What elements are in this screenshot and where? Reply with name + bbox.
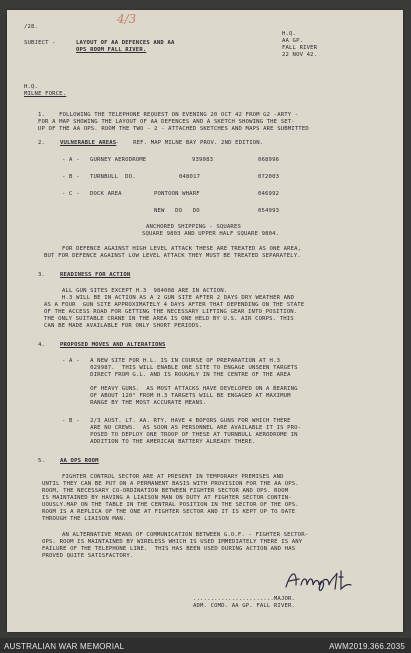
- area-name: GURNEY AERODROME: [90, 157, 147, 163]
- para5b-line: FAILURE OF THE TELEPHONE LINE. THIS HAS BEEN USED DURING ACTION AND HAS: [42, 546, 296, 552]
- para2-reference: - REF. MAP MILNE BAY PROV. 2ND EDITION.: [112, 140, 264, 146]
- para3-line: THE ONLY SUITABLE CRANE IN THE AREA IS ONE HELD BY U.S. AIR CORPS. THIS: [44, 316, 294, 322]
- para5-line: IS MAINTAINED BY HAVING A LIAISON MAN ON DUTY AT FIGHTER SECTOR CONTIN-: [42, 495, 292, 501]
- para2-line: BUT FOR DEFENCE AGAINST LOW LEVEL ATTACK THEY MUST BE TREATED SEPARATELY.: [44, 253, 301, 259]
- area-ref: 068996: [258, 157, 280, 163]
- para3-line: H.3 WILL BE IN ACTION AS A 2 GUN SITE AFTER 2 DAYS DRY WEATHER AND: [62, 295, 295, 301]
- ref-line: AA GP.: [282, 38, 304, 44]
- area-ref: 048017: [179, 174, 201, 180]
- area-ref: 046992: [258, 191, 280, 197]
- area-name: TURNBULL DO.: [90, 174, 136, 180]
- para4a-line: OF HEAVY GUNS. AS MOST ATTACKS HAVE DEVELOPED ON A BEARING: [62, 386, 298, 392]
- para1-line: FOR A MAP SHOWING THE LAYOUT OF AA DEFENCES AND A SKETCH SHOWING THE SET-: [38, 119, 295, 125]
- para4-number: 4.: [38, 342, 46, 348]
- area-ref: 939083: [192, 157, 214, 163]
- para5b-line: PROVED QUITE SATISFACTORY.: [42, 553, 134, 559]
- para4a-line: 029987. THIS WILL ENABLE ONE SITE TO ENGAGE UNSEEN TARGETS: [62, 365, 298, 371]
- para4b-line: ADDITION TO THE AMERICAN BATTERY ALREADY THERE.: [62, 439, 256, 445]
- red-pencil-mark: 4/3: [117, 12, 137, 26]
- para5-line: UNTIL THEY CAN BE PUT ON A PERMANENT BASIS WITH PROVISION FOR THE AA OPS.: [42, 481, 299, 487]
- para2-heading: VULNERABLE AREAS: [60, 140, 117, 146]
- area-ref: 072003: [258, 174, 280, 180]
- areas-note: SQUARE 9803 AND UPPER HALF SQUARE 9804.: [142, 231, 280, 237]
- signature-line: .......................MAJOR.: [193, 596, 296, 602]
- para4a-line: RANGE BY THE MOST ACCURATE MEANS.: [62, 400, 207, 406]
- footer-institution: AUSTRALIAN WAR MEMORIAL: [4, 642, 125, 651]
- subject-line: OPS ROOM FALL RIVER.: [76, 47, 147, 53]
- area-name: DOCK AREA: [90, 191, 122, 197]
- para5-line: UOUSLY.MAP ON THE TABLE IN THE CENTRAL POSITION IN THE SECTOR OF THE OPS.: [42, 502, 299, 508]
- corner-mark: /28.: [24, 24, 39, 30]
- para3-heading: READINESS FOR ACTION: [60, 272, 131, 278]
- para5-line: ROOM IS A REPLICA OF THE ONE AT FIGHTER SECTOR AND IT IS KEPT UP TO DATE: [42, 509, 296, 515]
- subject-line: LAYOUT OF AA DEFENCES AND AA: [76, 40, 175, 46]
- addressee-line: MILNE FORCE.: [24, 91, 67, 97]
- para2-line: FOR DEFENCE AGAINST HIGH LEVEL ATTACK THESE ARE TREATED AS ONE AREA,: [62, 246, 302, 252]
- para5-heading: AA OPS ROOM: [60, 458, 99, 464]
- addressee-line: H.Q.: [24, 84, 39, 90]
- area-name: NEW DO DO: [154, 208, 200, 214]
- para3-line: ALL GUN SITES EXCEPT H.3 984008 ARE IN ACTION.: [62, 288, 228, 294]
- para2-number: 2.: [38, 140, 46, 146]
- areas-note: ANCHORED SHIPPING - SQUARES: [146, 224, 241, 230]
- area-ref: PONTOON WHARF: [154, 191, 200, 197]
- ref-line: FALL RIVER: [282, 45, 318, 51]
- para3-number: 3.: [38, 272, 46, 278]
- area-letter: - B -: [62, 174, 80, 180]
- para5-number: 5.: [38, 458, 46, 464]
- para3-line: OF THE ACCESS ROAD FOR GETTING THE NECESSARY LIFTING GEAR INTO POSITION.: [44, 309, 298, 315]
- para3-line: CAN BE MADE AVAILABLE FOR ONLY SHORT PERIODS.: [44, 323, 203, 329]
- para5-line: ROOM, THE NECESSARY CO-ORDINATION BETWEEN FIGHTER SECTOR AND OPS. ROOM: [42, 488, 289, 494]
- subject-label: SUBJECT -: [24, 40, 56, 46]
- area-ref: 054993: [258, 208, 280, 214]
- area-letter: - C -: [62, 191, 80, 197]
- footer-accession-number: AWM2019.366.2035: [329, 642, 405, 651]
- para4a-line: DIRECT FROM G.L. AND IS ROUGHLY IN THE CENTRE OF THE AREA: [62, 372, 291, 378]
- para4b-line: POSED TO DEPLOY ONE TROOP OF THESE AT TURNBULL AERODROME IN: [62, 432, 298, 438]
- para5-line: THROUGH THE LIAISON MAN.: [42, 516, 127, 522]
- para5b-line: AN ALTERNATIVE MEANS OF COMMUNICATION BETWEEN G.O.F. - FIGHTER SECTOR-: [62, 532, 309, 538]
- ref-line: H.Q.: [282, 31, 297, 37]
- para4-heading: PROPOSED MOVES AND ALTERATIONS: [60, 342, 166, 348]
- para4a-line: - A - A NEW SITE FOR H.L. IS IN COURSE OF PREPARATION AT H.3: [62, 358, 281, 364]
- para4a-line: OF ABOUT 120° FROM H.3 TARGETS WILL BE ENGAGED AT MAXIMUM: [62, 393, 291, 399]
- para4b-line: ARE NO CREWS. AS SOON AS PERSONNEL ARE AVAILABLE IT IS PRO-: [62, 425, 302, 431]
- ref-line: 22 NOV 42.: [282, 52, 318, 58]
- para3-line: AS A FOUR GUN SITE APPROXIMATELY 4 DAYS AFTER THAT DEPENDING ON THE STATE: [44, 302, 305, 308]
- para5-line: FIGHTER CONTROL SECTOR ARE AT PRESENT IN TEMPORARY PREMISES AND: [62, 474, 284, 480]
- para4b-line: - B - 2/3 AUST. LT. AA. RTY. HAVE 4 BOFORS GUNS FOR WHICH THERE: [62, 418, 291, 424]
- para5b-line: OPS. ROOM IS MAINTAINED BY WIRELESS WHICH IS USED IMMEDIATELY THERE IS ANY: [42, 539, 303, 545]
- signatory-title: ADM. COMD. AA GP. FALL RIVER.: [193, 603, 296, 609]
- para1-line: UP OF THE AA OPS. ROOM THE TWO - 2 - ATTACHED SKETCHES AND MAPS ARE SUBMITTED: [38, 126, 309, 132]
- area-letter: - A -: [62, 157, 80, 163]
- para1-line: 1. FOLLOWING THE TELEPHONE REQUEST ON EVENING 20 OCT 42 FROM G2 -ARTY -: [38, 112, 299, 118]
- handwritten-signature: [283, 567, 353, 593]
